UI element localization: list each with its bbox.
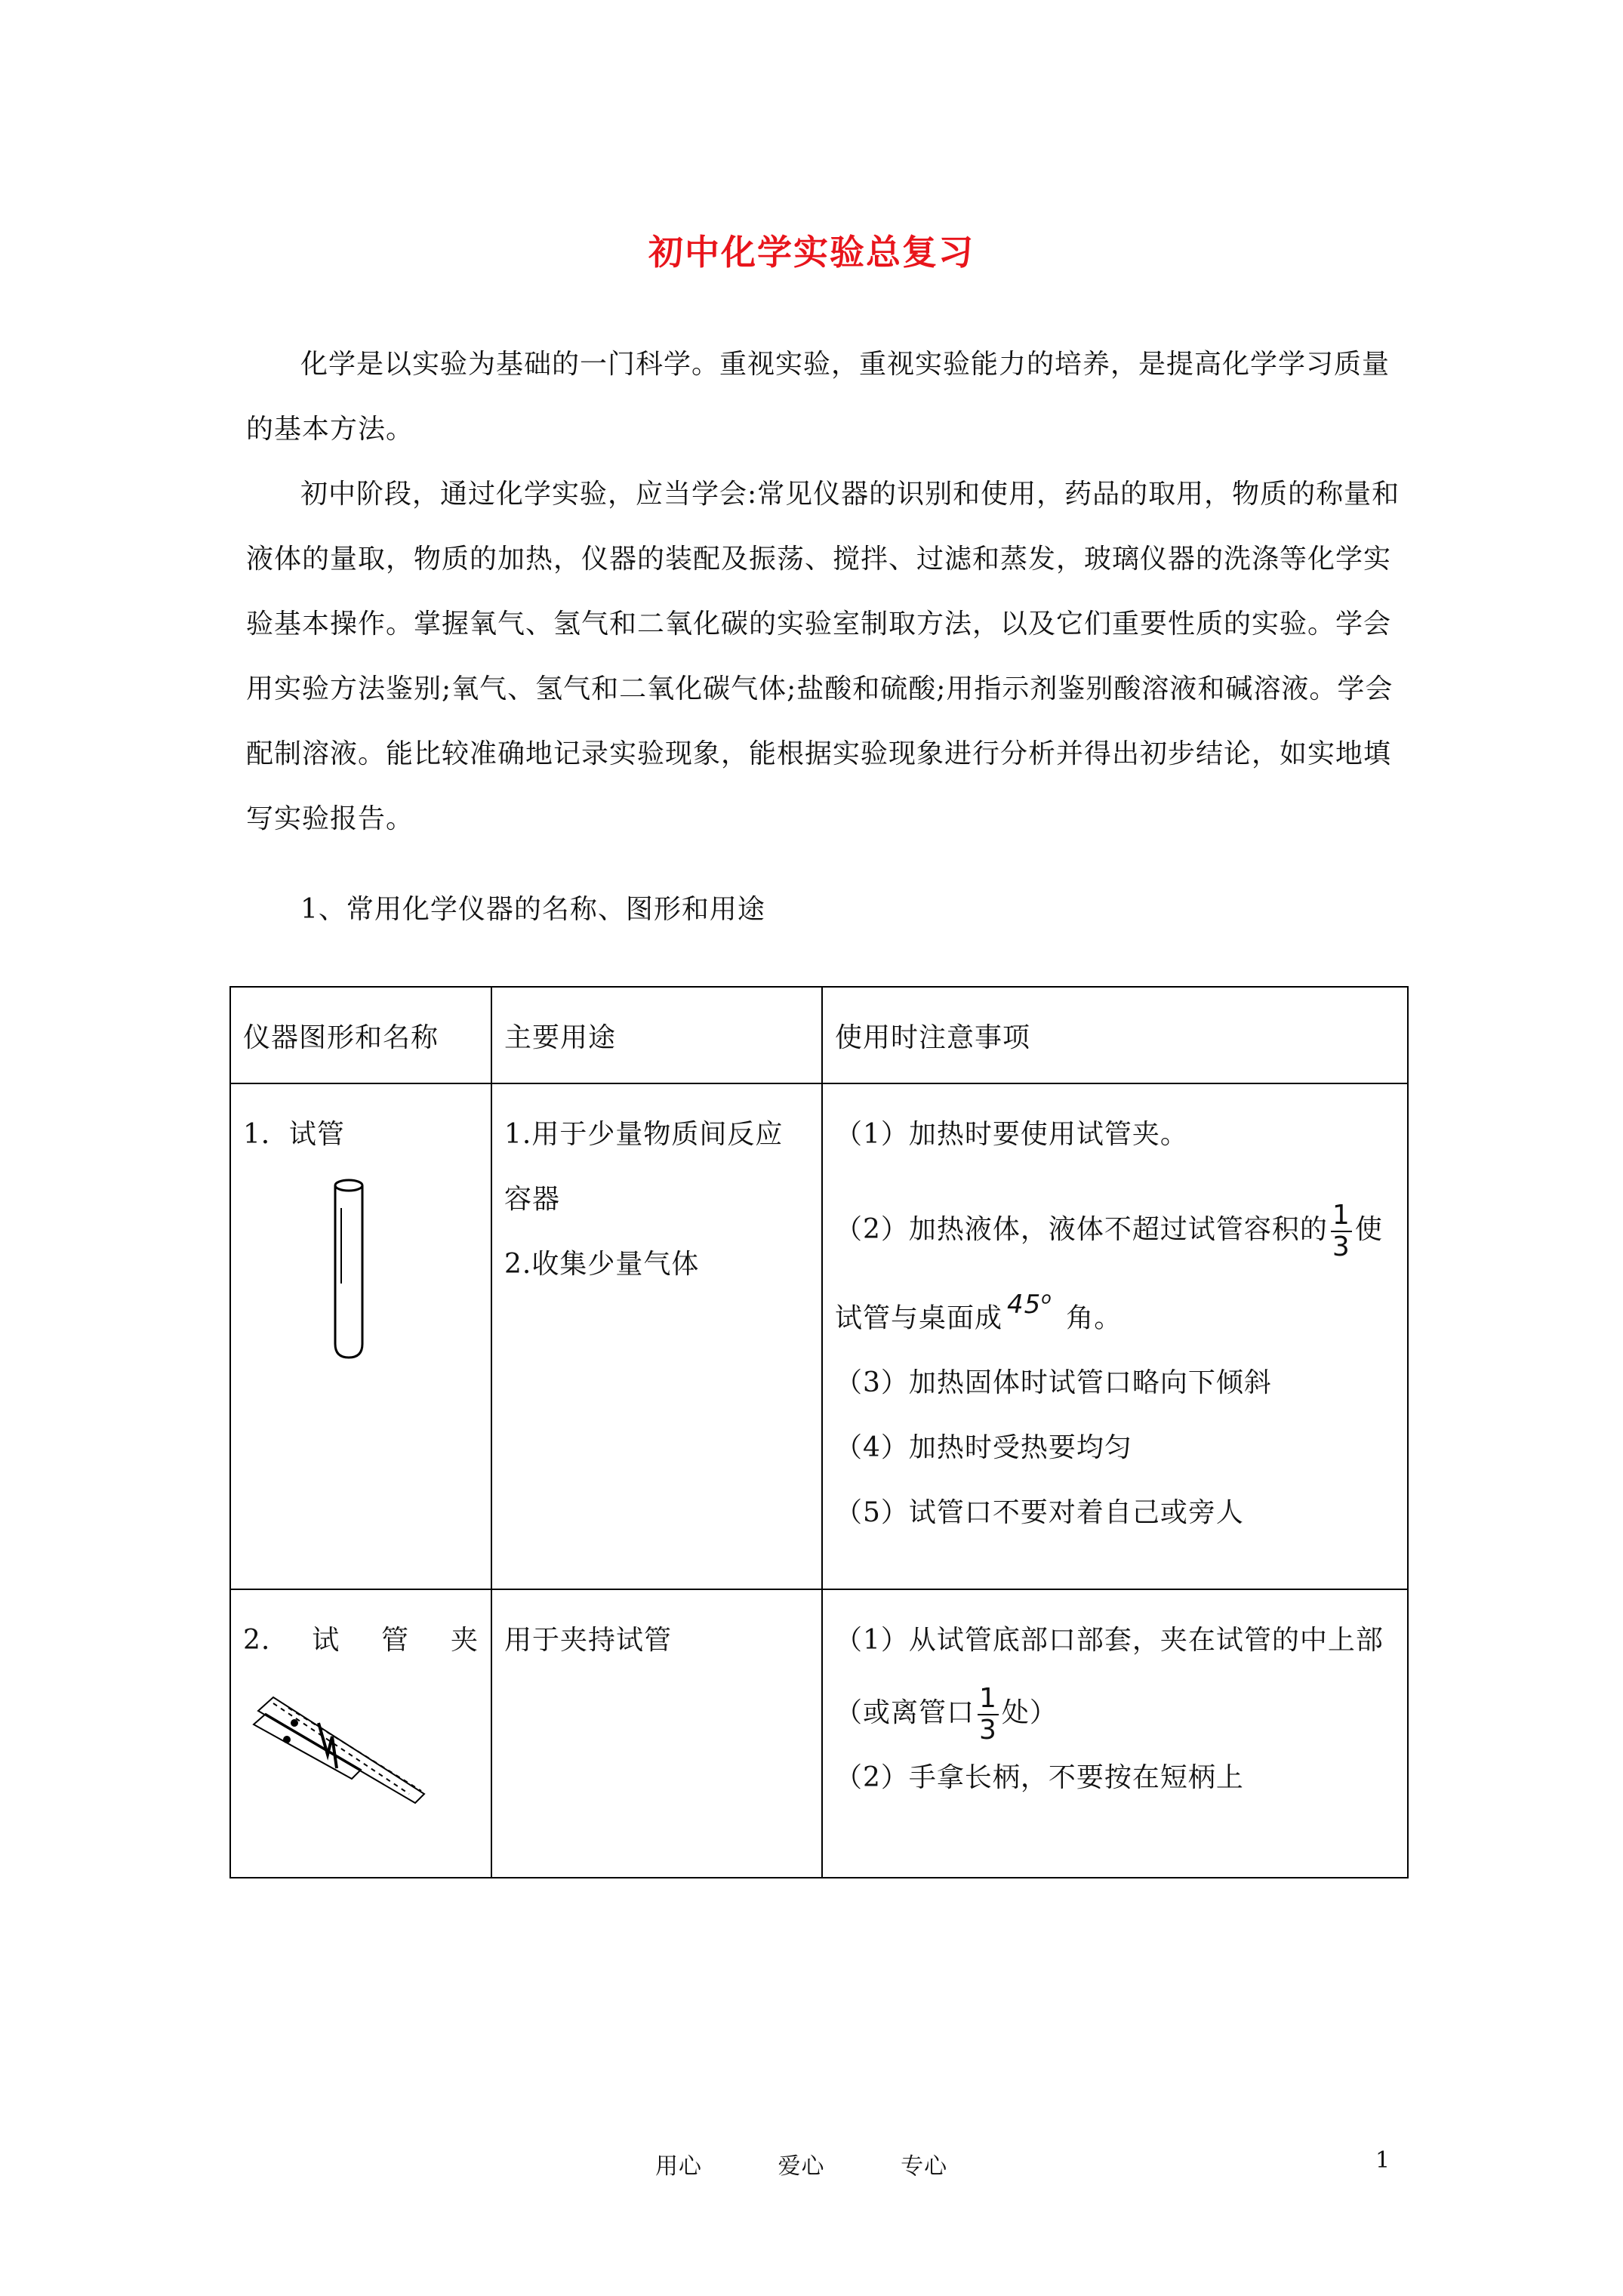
uses-cell	[491, 1589, 822, 1878]
fraction	[978, 1684, 999, 1746]
note-item	[835, 1281, 1395, 1351]
instrument-name: 1．试管	[243, 1119, 345, 1150]
use-item: 2.收集少量气体	[504, 1249, 700, 1280]
fraction-denominator: 3	[1332, 1231, 1350, 1262]
table-header-row	[230, 987, 1408, 1083]
note-text: 试管与桌面成	[835, 1302, 1003, 1334]
fraction-numerator: 1	[979, 1683, 997, 1714]
note-item: （1）从试管底部口部套，夹在试管的中上部	[835, 1625, 1384, 1656]
intro-paragraph: 化学是以实验为基础的一门科学。重视实验，重视实验能力的培养，是提高化学学习质量的基本方法。	[246, 349, 1390, 445]
note-item: （5）试管口不要对着自己或旁人	[835, 1497, 1244, 1529]
notes-cell	[822, 1083, 1408, 1589]
note-item: （3）加热固体时试管口略向下倾斜	[835, 1367, 1272, 1399]
footer-word: 专心	[901, 2153, 948, 2180]
angle-number: 45	[1007, 1290, 1042, 1321]
angle-value	[1007, 1290, 1052, 1320]
header-cell-use: 主要用途	[491, 987, 822, 1083]
fraction-numerator: 1	[1332, 1200, 1350, 1231]
instrument-name-part: 夹	[450, 1625, 479, 1656]
instrument-name	[243, 1608, 479, 1673]
table-row	[230, 1589, 1408, 1878]
table-row	[230, 1083, 1408, 1589]
note-item: （1）加热时要使用试管夹。	[835, 1119, 1188, 1150]
note-item: （4）加热时受热要均匀	[835, 1432, 1132, 1464]
document-title: 初中化学实验总复习	[648, 232, 975, 273]
instrument-cell	[230, 1589, 491, 1878]
instrument-name-part: 管	[381, 1625, 410, 1656]
section-heading: 1、常用化学仪器的名称、图形和用途	[300, 894, 765, 925]
note-text: 角。	[1066, 1302, 1123, 1334]
note-item: （2）手拿长柄，不要按在短柄上	[835, 1762, 1244, 1793]
note-text: （2）加热液体，液体不超过试管容积的	[835, 1214, 1328, 1245]
note-text: 使	[1354, 1214, 1383, 1245]
header-cell-notes: 使用时注意事项	[822, 987, 1408, 1083]
instrument-cell	[230, 1083, 491, 1589]
notes-cell	[822, 1589, 1408, 1878]
fraction	[1331, 1200, 1352, 1262]
page-footer	[655, 2147, 1015, 2180]
fraction-denominator: 3	[979, 1715, 997, 1746]
footer-word: 用心	[655, 2153, 702, 2180]
header-cell-name: 仪器图形和名称	[230, 987, 491, 1083]
requirements-paragraph: 初中阶段，通过化学实验，应当学会:常见仪器的识别和使用，药品的取用，物质的称量和液体的量取，物质的加热，仪器的装配及振荡、搅拌、过滤和蒸发，玻璃仪器的洗涤等化学实验基本操作。掌握氧气、氢气和二氧化碳的实验室制取方法，以及它们重要性质的实验。学会用实验方法鉴别;氧气、氢气和二氧化碳气体;盐酸和硫酸;用指示剂鉴别酸溶液和碱溶液。学会配制溶液。能比较准确地记录实验现象，能根据实验现象进行分析并得出初步结论，如实地填写实验报告。	[246, 479, 1400, 834]
note-text: 处）	[1001, 1697, 1058, 1728]
page-number: 1	[1375, 2147, 1390, 2174]
use-item: 1.用于少量物质间反应容器	[504, 1119, 784, 1215]
note-item	[835, 1197, 1395, 1262]
test-tube-holder-icon	[243, 1681, 439, 1809]
instrument-name-part: 试	[312, 1625, 340, 1656]
note-text: （或离管口	[835, 1697, 975, 1728]
footer-word: 爱心	[778, 2153, 825, 2180]
note-item	[835, 1681, 1395, 1746]
instrument-name-part: 2.	[243, 1625, 271, 1656]
instrument-table	[229, 986, 1409, 1878]
uses-cell	[491, 1083, 822, 1589]
angle-degree: o	[1041, 1290, 1052, 1308]
use-item: 用于夹持试管	[504, 1625, 673, 1656]
test-tube-icon	[303, 1170, 394, 1367]
